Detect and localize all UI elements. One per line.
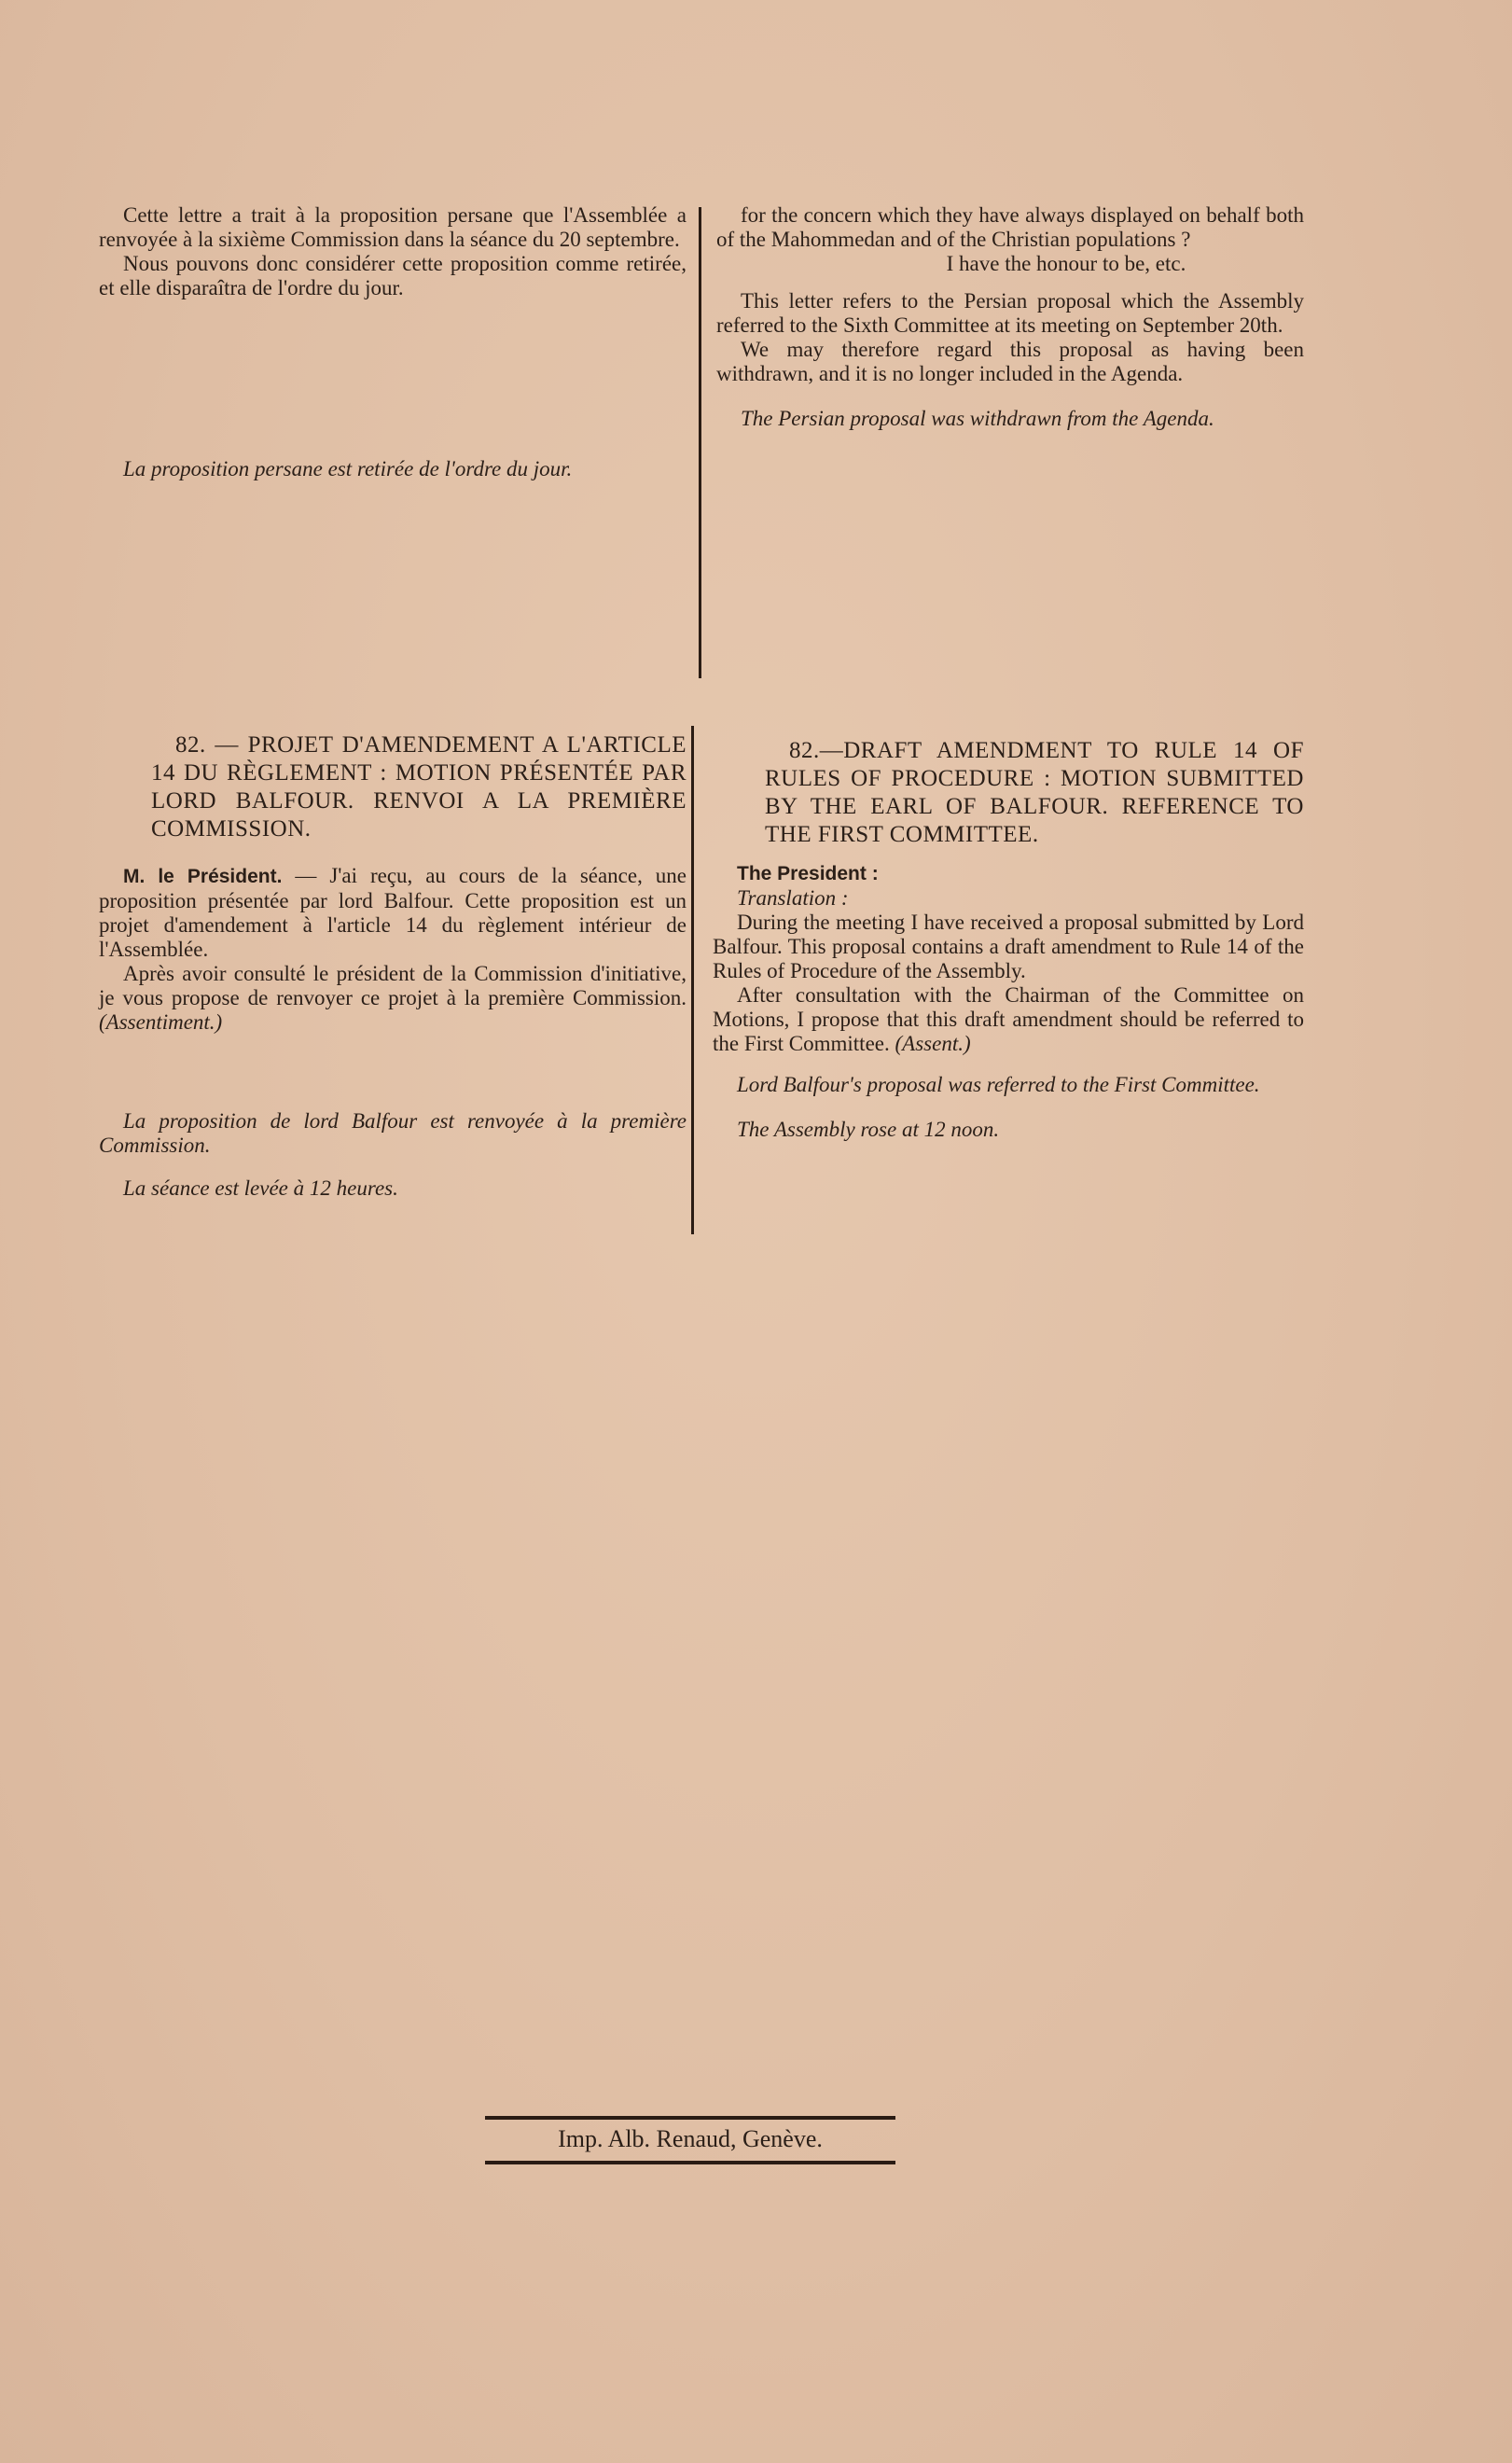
french-section-heading: 82. — PROJET D'AMENDEMENT A L'ARTICLE 14 DU RÈGLEMENT : MOTION PRÉSENTÉE PAR LORD BALFOUR. RENVOI A LA PREMIÈRE COMMISSION.	[151, 732, 687, 842]
french-letter-paragraph: Cette lettre a trait à la proposition persane que l'Assemblée a renvoyée à la sixième Commission dans la séance du 20 septembre.	[99, 203, 687, 251]
english-assent: (Assent.)	[895, 1032, 971, 1055]
french-speech-text: — J'ai reçu, au cours de la séance, une proposition présentée par lord Balfour. Cette proposition est un projet d'amendement à l'article 14 du règlement intérieur de l'Assemblée.	[99, 864, 687, 961]
english-translation-label: Translation :	[737, 886, 849, 910]
english-speech2-text: After consultation with the Chairman of the Committee on Motions, I propose that this draft amendment should be referred to the First Committee.	[713, 983, 1304, 1055]
bottom-right-column	[713, 737, 1304, 1142]
french-withdrawn-paragraph: Nous pouvons donc considérer cette proposition comme retirée, et elle disparaîtra de l'ordre du jour.	[99, 252, 687, 299]
english-withdrawn-paragraph: We may therefore regard this proposal as having been withdrawn, and it is no longer included in the Agenda.	[716, 338, 1304, 385]
bottom-left-column	[99, 731, 687, 1201]
english-letter-paragraph: for the concern which they have always displayed on behalf both of the Mahommedan and of the Christian populations ?	[716, 203, 1304, 251]
french-president-speech	[99, 864, 687, 962]
french-assent: (Assentiment.)	[99, 1010, 223, 1034]
french-speaker-label: M. le Président.	[123, 866, 283, 887]
french-speech2-text: Après avoir consulté le président de la Commission d'initiative, je vous propose de renvoyer ce projet à la première Commission.	[99, 962, 687, 1009]
top-right-column	[716, 203, 1304, 431]
english-section-heading: 82.—DRAFT AMENDMENT TO RULE 14 OF RULES OF PROCEDURE : MOTION SUBMITTED BY THE EARL OF BALFOUR. REFERENCE TO THE FIRST COMMITTEE.	[765, 738, 1304, 847]
column-divider-top	[699, 207, 701, 678]
french-speech-paragraph-2	[99, 962, 687, 1035]
english-agenda-note: The Persian proposal was withdrawn from the Agenda.	[741, 407, 1214, 430]
english-speaker-label: The President :	[737, 863, 879, 884]
french-agenda-note: La proposition persane est retirée de l'ordre du jour.	[123, 457, 573, 480]
english-closing-line: I have the honour to be, etc.	[946, 252, 1186, 275]
column-divider-bottom	[691, 726, 694, 1234]
printer-imprint	[485, 2116, 895, 2164]
english-speech-paragraph-1: During the meeting I have received a proposal submitted by Lord Balfour. This proposal contains a draft amendment to Rule 14 of the Rules of Procedure of the Assembly.	[713, 911, 1304, 982]
top-left-column	[99, 203, 687, 481]
english-speech-paragraph-2	[713, 983, 1304, 1056]
french-closing-note: La séance est levée à 12 heures.	[123, 1176, 398, 1200]
english-refers-paragraph: This letter refers to the Persian proposal which the Assembly referred to the Sixth Committee at its meeting on September 20th.	[716, 289, 1304, 337]
english-referral-note: Lord Balfour's proposal was referred to the First Committee.	[737, 1073, 1260, 1096]
printer-imprint-text: Imp. Alb. Renaud, Genève.	[558, 2125, 823, 2152]
english-closing-note: The Assembly rose at 12 noon.	[737, 1118, 1000, 1141]
french-referral-note: La proposition de lord Balfour est renvoyée à la première Commission.	[99, 1109, 687, 1157]
